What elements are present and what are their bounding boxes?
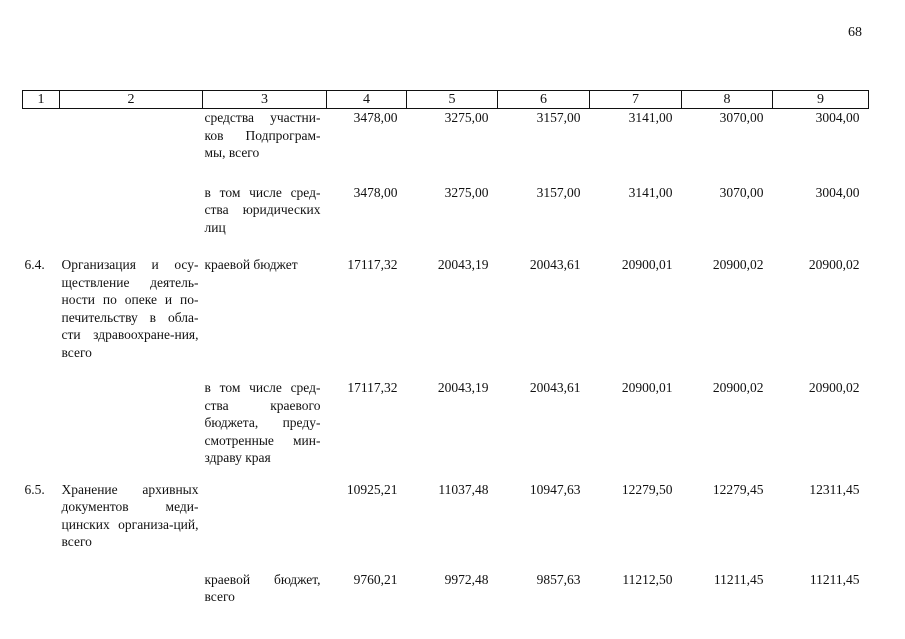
year-value: 12279,45	[712, 481, 764, 497]
year-value: 12311,45	[809, 481, 860, 497]
item-number	[23, 184, 60, 257]
year-value: 3157,00	[536, 184, 581, 200]
item-number	[23, 571, 60, 606]
column-header: 8	[682, 91, 773, 109]
column-header: 9	[773, 91, 869, 109]
page-number: 68	[848, 25, 862, 40]
year-value: 12279,50	[621, 481, 673, 497]
year-value: 20043,19	[437, 380, 489, 395]
funding-source: в том числе сред-ства краевого бюджета, преду-смотренные мин-здраву края	[204, 380, 321, 465]
funding-source: в том числе сред-ства юридических лиц	[204, 184, 321, 235]
column-header: 2	[60, 91, 203, 109]
column-header: 3	[203, 91, 327, 109]
year-value: 10947,63	[529, 481, 581, 497]
column-header: 4	[327, 91, 407, 109]
funding-source: средства участни-ков Подпрограм-мы, всего	[204, 110, 321, 160]
year-value: 11211,45	[809, 571, 860, 587]
year-value: 20900,02	[712, 257, 764, 272]
year-value: 20043,19	[437, 257, 489, 272]
item-number	[23, 379, 60, 481]
table-row	[23, 379, 869, 481]
item-name	[60, 184, 203, 257]
column-header: 7	[590, 91, 682, 109]
funding-source: краевой бюджет	[204, 257, 298, 272]
table-row	[23, 109, 869, 184]
year-value: 3157,00	[536, 110, 581, 125]
item-number	[23, 109, 60, 184]
year-value: 17117,32	[347, 257, 398, 272]
year-value: 3141,00	[628, 110, 673, 125]
table-row	[23, 571, 869, 606]
item-number: 6.4.	[24, 257, 45, 272]
table-row	[23, 481, 869, 571]
year-value: 11037,48	[438, 481, 489, 497]
year-value: 3478,00	[353, 110, 398, 125]
item-name	[60, 571, 203, 606]
year-value: 20900,02	[808, 257, 860, 272]
year-value: 20900,02	[712, 380, 764, 395]
year-value: 9760,21	[353, 571, 398, 587]
year-value: 11211,45	[713, 571, 764, 587]
funding-source: краевой бюджет, всего	[204, 571, 321, 604]
table-row	[23, 256, 869, 379]
item-number: 6.5.	[24, 481, 45, 497]
year-value: 17117,32	[347, 380, 398, 395]
year-value: 20043,61	[529, 257, 581, 272]
year-value: 11212,50	[622, 571, 673, 587]
year-value: 3070,00	[719, 184, 764, 200]
funding-source	[203, 481, 327, 571]
column-header: 6	[498, 91, 590, 109]
table-header-row	[23, 91, 869, 109]
column-header: 1	[23, 91, 60, 109]
year-value: 20900,01	[621, 380, 673, 395]
year-value: 3275,00	[444, 110, 489, 125]
item-name: Организация и осу-ществление деятель-ности по опеке и по-печительству в обла-сти здравоохране-ния, всего	[61, 257, 199, 360]
item-name	[60, 109, 203, 184]
year-value: 20900,02	[808, 380, 860, 395]
year-value: 3004,00	[815, 184, 860, 200]
year-value: 9972,48	[444, 571, 489, 587]
column-header: 5	[407, 91, 498, 109]
year-value: 3070,00	[719, 110, 764, 125]
year-value: 3141,00	[628, 184, 673, 200]
year-value: 9857,63	[536, 571, 581, 587]
year-value: 10925,21	[346, 481, 398, 497]
year-value: 3275,00	[444, 184, 489, 200]
year-value: 3478,00	[353, 184, 398, 200]
year-value: 20900,01	[621, 257, 673, 272]
item-name: Хранение архивных документов меди-цинских организа-ций, всего	[61, 481, 199, 549]
year-value: 3004,00	[815, 110, 860, 125]
table-row	[23, 184, 869, 257]
year-value: 20043,61	[529, 380, 581, 395]
budget-table	[22, 90, 869, 606]
item-name	[60, 379, 203, 481]
